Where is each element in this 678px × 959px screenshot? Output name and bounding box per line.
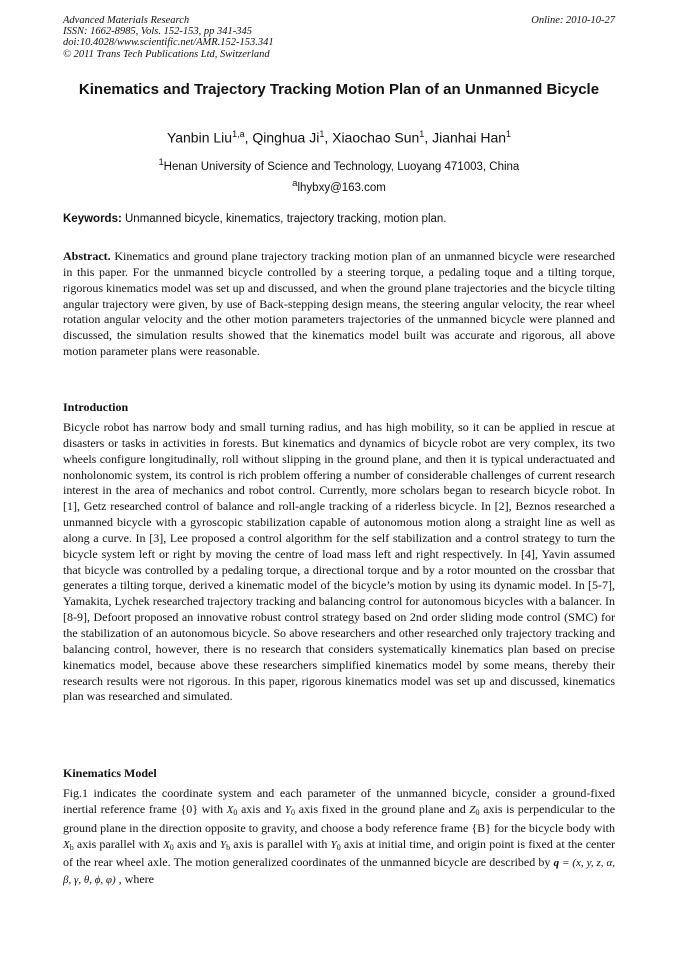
math-symbol: q bbox=[553, 857, 560, 870]
math-sub: 0 bbox=[233, 807, 238, 817]
keywords bbox=[63, 213, 615, 225]
abstract bbox=[63, 249, 615, 360]
doi-line: doi:10.4028/www.scientific.net/AMR.152-153.341 bbox=[63, 37, 274, 49]
copyright-line: © 2011 Trans Tech Publications Ltd, Switzerland bbox=[63, 48, 270, 60]
math-symbol: Z bbox=[469, 803, 476, 816]
author-sep: , bbox=[324, 129, 333, 146]
author-name: Yanbin Liu bbox=[166, 129, 233, 146]
author-name: Qinghua Ji bbox=[252, 129, 320, 146]
affiliation-sup: 1 bbox=[158, 157, 164, 167]
abstract-text: Kinematics and ground plane trajectory tracking motion plan of an unmanned bicycle were researched in this paper. For the unmanned bicycle controlled by a steering torque, a pedaling toque and a tilting torque, rigorous kinematics model was set up and discussed, and when the ground plane trajectories and the bicycle tilting angular trajectory were given, by use of Back-stepping design means, the steering angular velocity, the rear wheel rotation angular velocity and the other motion parameters trajectories of the unmanned bicycle were planned and discussed, the simulation results showed that the kinematics model built was accurate and rigorous, all above motion parameter plans were reasonable. bbox=[63, 249, 615, 359]
journal-header bbox=[63, 15, 274, 60]
math-sub: 0 bbox=[169, 842, 174, 852]
math-symbol: Y bbox=[330, 838, 337, 851]
text-run: , where bbox=[115, 872, 154, 887]
introduction-heading: Introduction bbox=[63, 400, 129, 414]
text-run: axis parallel with bbox=[73, 836, 164, 851]
text-run: axis and bbox=[240, 801, 285, 816]
kinematics-heading: Kinematics Model bbox=[63, 766, 157, 780]
math-symbol: X bbox=[63, 838, 70, 851]
text-run: axis fixed in the ground plane and bbox=[298, 801, 470, 816]
journal-name: Advanced Materials Research bbox=[63, 15, 190, 26]
text-run: axis is perpendicular to the ground plane in the direction opposite to gravity, and choose a body reference frame {B} for the bicycle body with bbox=[63, 801, 616, 835]
math-sub: b bbox=[226, 842, 231, 852]
paper-title: Kinematics and Trajectory Tracking Motion Plan of an Unmanned Bicycle bbox=[78, 81, 600, 98]
math-X0b bbox=[163, 839, 174, 851]
math-sub: 0 bbox=[336, 842, 341, 852]
text-run: axis and bbox=[173, 836, 220, 851]
math-symbol: X bbox=[163, 838, 170, 851]
math-sub: b bbox=[69, 842, 74, 852]
kinematics-text bbox=[63, 786, 615, 889]
email bbox=[63, 178, 615, 194]
abstract-label: Abstract. bbox=[63, 249, 111, 263]
author-sup: 1 bbox=[506, 129, 512, 139]
email-text: lhybxy@163.com bbox=[297, 181, 386, 194]
text-run: axis at initial time, and origin point is fixed at the center of the rear wheel axle. The motion generalized coordinates of the unmanned bicycle are described by bbox=[63, 836, 616, 870]
math-sub: 0 bbox=[475, 807, 480, 817]
math-symbol: Y bbox=[219, 838, 227, 851]
issn-line: ISSN: 1662-8985, Vols. 152-153, pp 341-345 bbox=[63, 26, 252, 38]
math-Y0b bbox=[331, 839, 341, 851]
text-run: axis is parallel with bbox=[230, 836, 331, 851]
introduction-text: Bicycle robot has narrow body and small turning radius, and has high mobility, so it can be applied in rescue at disasters or tasks in activities in forests. But kinematics and dynamics of bicycle robot are very complex, its two wheels configure longitudinally, roll without slipping in the ground plane, and then it is typical underactuated and nonholonomic system, its control is rich problem offering a number of considerable challenges of current research interest in the area of mechanics and robot control. Currently, more scholars began to research bicycle robot. In [1], Getz researched control of balance and roll-angle tracking of a riderless bicycle. In [2], Beznos researched a unmanned bicycle with a gyroscopic stabilization capable of autonomous motion along a straight line as well as along a curve. In [3], Lee proposed a control algorithm for the self stabilization and a control strategy to turn the bicycle system left or right by moving the centre of load mass left and right respectively. In [4], Yavin assumed that bicycle was controlled by a pedaling torque, a directional torque and by a rotor mounted on the crossbar that generates a tilting torque, derived a kinematic model of the bicycle’s motion by using its dynamic model. In [5-7], Yamakita, Lychek researched trajectory tracking and balancing control for autonomous bicycles with a balancer. In [8-9], Defoort proposed an innovative robust control strategy based on 2nd order sliding mode control (SMC) for the stabilization of an autonomous bicycle. So above researchers and other researched only trajectory tracking and balancing control, however, there is no research that considers systematically kinematics plan based on precise kinematics model, because above these researchers simplified kinematics model by some means, thereby their research results were not rigorous. In this paper, rigorous kinematics model was set up and discussed, kinematics plan was researched and simulated. bbox=[63, 420, 615, 704]
author-sup: 1 bbox=[419, 129, 425, 139]
author-sep: , bbox=[244, 129, 253, 146]
math-Yb bbox=[220, 839, 230, 851]
keywords-label: Keywords: bbox=[63, 213, 122, 225]
math-Y0 bbox=[285, 804, 295, 816]
author-sup: 1 bbox=[319, 129, 325, 139]
author-sep: , bbox=[424, 129, 433, 146]
author-list bbox=[63, 129, 615, 146]
math-Xb bbox=[63, 839, 74, 851]
affiliation-text: Henan University of Science and Technology, Luoyang 471003, China bbox=[163, 160, 520, 173]
math-expression: = (x, y, z, α, β, γ, θ, ϕ, φ) bbox=[63, 857, 615, 887]
online-date: Online: 2010-10-27 bbox=[531, 15, 615, 26]
math-Z0 bbox=[469, 804, 479, 816]
author-sup: 1,a bbox=[232, 129, 245, 139]
math-X0 bbox=[227, 804, 238, 816]
affiliation bbox=[63, 157, 615, 173]
math-symbol: X bbox=[226, 803, 234, 816]
math-symbol: Y bbox=[284, 803, 292, 816]
text-run: Fig.1 indicates the coordinate system and each parameter of the unmanned bicycle, consider a ground-fixed inertial reference frame {0} with bbox=[63, 786, 615, 816]
author-name: Jianhai Han bbox=[432, 129, 507, 146]
email-sup: a bbox=[292, 178, 298, 189]
keywords-text: Unmanned bicycle, kinematics, trajectory tracking, motion plan. bbox=[121, 213, 447, 225]
math-sub: 0 bbox=[291, 807, 296, 817]
author-name: Xiaochao Sun bbox=[332, 129, 420, 146]
